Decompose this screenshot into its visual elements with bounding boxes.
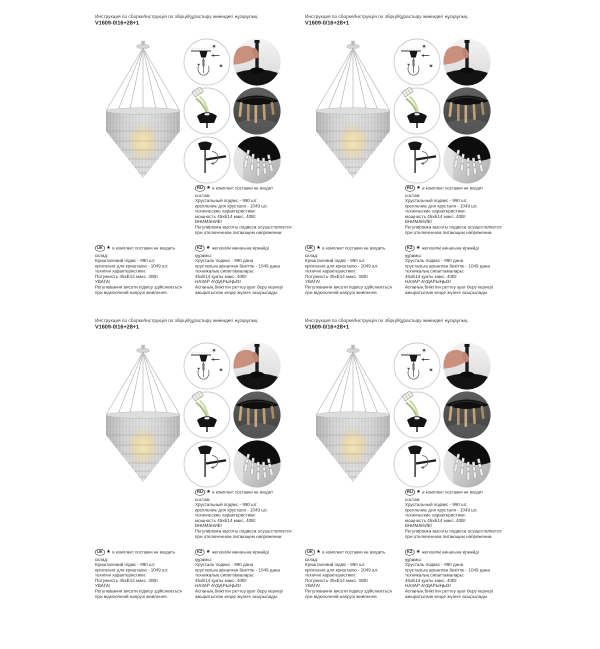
spec-line: состав:	[405, 496, 421, 502]
spec-line: кріплення для кришталю - 1049 шт.	[305, 567, 379, 573]
spec-line: крепление для хрусталя - 1049 шт.	[405, 507, 478, 513]
canopy-rod-rotation-diagram-icon	[393, 136, 441, 184]
spec-line: технічні характеристики:	[305, 268, 357, 274]
spec-line: техникалық сипаттамалары:	[195, 268, 255, 274]
page-title: Инструкция по сборке/Інструкція по збірці/Құрастыру жөніндегі нұсқаулық.	[95, 14, 259, 20]
spec-line: Аспаның биіктігін реттеу қуат беру кернеуі	[405, 588, 494, 594]
model-number: V1609-0/16+28+1	[95, 20, 140, 26]
kz-note: жеткізілім жинағына кірмейді	[421, 245, 479, 251]
spec-line: Кришталевий підвіс - 990 шт.	[95, 562, 156, 568]
manual-page	[305, 318, 515, 604]
suspension-cables	[106, 48, 180, 111]
model-number: V1609-0/16+28+1	[305, 20, 350, 26]
hanging-rod	[204, 150, 205, 173]
spec-line: Потужність 45хЕ14 макс. 40Вт	[95, 273, 159, 279]
spec-line: Кришталевий підвіс - 990 шт.	[305, 562, 366, 568]
crystal-strands-photo	[443, 136, 491, 184]
spec-line: Аспаның биіктігін реттеу қуат беру кернеуі	[405, 284, 494, 290]
ru-badge: RU	[197, 489, 203, 494]
ru-note: в комплект поставки не входит	[422, 489, 484, 495]
crystal-body	[316, 412, 390, 482]
spec-line: при отключенном питающем напряжении.	[195, 229, 283, 235]
screw-star-icon: ✶	[421, 348, 427, 355]
ru-badge: RU	[197, 185, 203, 190]
frame-hanging-rods-photo	[443, 87, 491, 135]
chandelier-illustration	[97, 344, 189, 486]
kz-note: жеткізілім жинағына кірмейді	[211, 549, 269, 555]
model-number: V1609-0/16+28+1	[305, 324, 350, 330]
screw-star-icon: ✶	[421, 44, 427, 51]
spec-line: Потужність 45хЕ14 макс. 40Вт	[305, 273, 369, 279]
screw-star-icon: ✶	[218, 64, 224, 70]
page-title: Инструкция по сборке/Інструкція по збірці/Құрастыру жөніндегі нұсқаулық.	[305, 14, 469, 20]
kz-section	[195, 549, 305, 649]
screw-star-icon: ✶	[428, 64, 434, 70]
spec-line: крепление для хрусталя - 1049 шт.	[195, 203, 268, 209]
spec-line: кріплення для кришталю - 1049 шт.	[95, 567, 169, 573]
spec-line: при відключеній напрузі живлення.	[305, 593, 378, 599]
kz-note: жеткізілім жинағына кірмейді	[211, 245, 269, 251]
spec-line: техникалық сипаттамалары:	[405, 268, 465, 274]
manual-page	[95, 318, 305, 604]
power-wires-canopy-diagram-icon	[183, 391, 231, 439]
power-wires-canopy-diagram-icon	[183, 87, 231, 135]
manual-header	[305, 14, 515, 38]
spec-line: при відключеній напрузі живлення.	[305, 289, 378, 295]
spec-line: Потужність 45хЕ14 макс. 40Вт	[305, 577, 369, 583]
star-icon: ★	[415, 245, 421, 251]
screw-star-icon: ✶	[218, 368, 224, 374]
spec-line: крепление для хрусталя - 1049 шт.	[195, 507, 268, 513]
spec-line: состав:	[405, 192, 421, 198]
chandelier-illustration	[307, 344, 399, 486]
lamp-glow	[124, 423, 162, 469]
ru-note: в комплект поставки не входит	[212, 185, 274, 191]
hand-inserting-rod-photo	[443, 342, 491, 390]
ru-note: в комплект поставки не входит	[212, 489, 274, 495]
manual-header	[95, 318, 305, 342]
spec-line: НАЗАР АУДАРЫҢЫЗ!	[195, 279, 241, 285]
canopy-ceiling-mounting-diagram-icon	[393, 38, 441, 86]
spec-line: состав:	[195, 496, 211, 502]
spec-line: Регулювання висоти підвісу здійснюється	[95, 284, 182, 290]
spec-line: ажыратылған кезде жүзеге асырылады.	[405, 593, 489, 599]
suspension-cables	[106, 352, 180, 415]
spec-line: ажыратылған кезде жүзеге асырылады.	[195, 289, 279, 295]
spec-line: при отключенном питающем напряжении.	[405, 533, 493, 539]
canopy	[198, 446, 212, 455]
spec-line: Аспаның биіктігін реттеу қуат беру кернеуі	[195, 588, 284, 594]
canopy-ceiling-mounting-diagram-icon	[183, 342, 231, 390]
spec-line: Регулировка высоты подвеса осуществляется	[405, 528, 502, 534]
lamp-glow	[334, 423, 372, 469]
spec-line: УВАГА!	[95, 583, 111, 589]
spec-line: Регулировка высоты подвеса осуществляется	[405, 224, 502, 230]
uk-badge: UK	[307, 549, 313, 554]
spec-line: құрамы:	[405, 556, 422, 562]
power-wires-canopy-diagram-icon	[393, 391, 441, 439]
kz-section	[405, 549, 515, 649]
spec-line: мощность 45хЕ14 макс. 40Вт	[195, 517, 256, 523]
spec-line: Регулювання висоти підвісу здійснюється	[305, 588, 392, 594]
kz-badge: KZ	[407, 245, 413, 250]
spec-line: 45хЕ14 қуаты макс. 40Вт	[405, 273, 457, 279]
spec-line: технические характеристики:	[195, 512, 256, 518]
spec-line: Хрустальный подвес - 990 шт.	[195, 198, 258, 204]
spec-line: 45хЕ14 қуаты макс. 40Вт	[195, 273, 247, 279]
spec-line: Хрустальный подвес - 990 шт.	[405, 502, 468, 508]
spec-line: при відключеній напрузі живлення.	[95, 593, 168, 599]
manual-page	[305, 14, 515, 300]
spec-line: кріплення для кришталю - 1049 шт.	[95, 263, 169, 269]
hanging-rod	[414, 150, 415, 173]
kz-badge: KZ	[197, 245, 203, 250]
power-wires-canopy-diagram-icon	[393, 87, 441, 135]
star-icon: ★	[316, 245, 321, 251]
spec-line: технические характеристики:	[405, 208, 466, 214]
spec-line: ВНИМАНИЕ!	[195, 219, 222, 225]
spec-line: крепление для хрусталя - 1049 шт.	[405, 203, 478, 209]
uk-badge: UK	[307, 245, 313, 250]
spec-line: 45хЕ14 қуаты макс. 40Вт	[405, 577, 457, 583]
spec-line: технические характеристики:	[405, 512, 466, 518]
canopy-ceiling-mounting-diagram-icon	[393, 342, 441, 390]
spec-line: при отключенном питающем напряжении.	[405, 229, 493, 235]
canopy-ceiling-mounting-diagram-icon	[183, 38, 231, 86]
spec-line: ВНИМАНИЕ!	[405, 523, 432, 529]
spec-line: Хрусталь подвес - 990 дана	[405, 258, 464, 264]
spec-line: склад:	[95, 556, 109, 562]
star-icon: ★	[206, 489, 211, 495]
crystal-strands-photo	[233, 440, 281, 488]
ru-badge: RU	[407, 185, 413, 190]
spec-line: Хрустальный подвес - 990 шт.	[405, 198, 468, 204]
spec-line: склад:	[305, 556, 319, 562]
spec-line: құрамы:	[195, 252, 212, 258]
spec-line: ВНИМАНИЕ!	[195, 523, 222, 529]
spec-line: хрустальға арналған бекітпе - 1049 дана	[195, 263, 280, 269]
page-title: Инструкция по сборке/Інструкція по збірці/Құрастыру жөніндегі нұсқаулық.	[305, 318, 469, 324]
spec-line: Кришталевий підвіс - 990 шт.	[305, 258, 366, 264]
spec-line: техникалық сипаттамалары:	[405, 572, 465, 578]
uk-note: в комплект поставки не входить	[322, 549, 386, 555]
spec-line: технічні характеристики:	[305, 572, 357, 578]
lamp-glow	[334, 119, 372, 165]
assembly-steps	[393, 342, 491, 488]
frame-hanging-rods-photo	[443, 391, 491, 439]
spec-line: Регулювання висоти підвісу здійснюється	[305, 284, 392, 290]
hand-inserting-rod-photo	[233, 38, 281, 86]
assembly-steps	[393, 38, 491, 184]
spec-line: ажыратылған кезде жүзеге асырылады.	[405, 289, 489, 295]
uk-note: в комплект поставки не входить	[112, 549, 176, 555]
hand-inserting-rod-photo	[443, 38, 491, 86]
crystal-body	[106, 108, 180, 178]
star-icon: ★	[416, 489, 421, 495]
hanging-rod	[414, 454, 415, 477]
star-icon: ★	[415, 549, 421, 555]
chandelier-illustration	[307, 40, 399, 182]
star-icon: ★	[316, 549, 321, 555]
uk-note: в комплект поставки не входить	[112, 245, 176, 251]
spec-line: ВНИМАНИЕ!	[405, 219, 432, 225]
crystal-strands-photo	[233, 136, 281, 184]
uk-note: в комплект поставки не входить	[322, 245, 386, 251]
chandelier-illustration	[97, 40, 189, 182]
star-icon: ★	[106, 549, 111, 555]
spec-line: Хрусталь подвес - 990 дана	[405, 562, 464, 568]
spec-line: технічні характеристики:	[95, 572, 147, 578]
spec-line: склад:	[305, 252, 319, 258]
canopy	[198, 142, 212, 151]
uk-section	[305, 549, 405, 649]
spec-line: хрустальға арналған бекітпе - 1049 дана	[405, 263, 490, 269]
hanging-rod	[204, 454, 205, 477]
spec-line: технические характеристики:	[195, 208, 256, 214]
hand-inserting-rod-photo	[233, 342, 281, 390]
spec-line: ажыратылған кезде жүзеге асырылады.	[195, 593, 279, 599]
spec-line: УВАГА!	[95, 279, 111, 285]
uk-section	[95, 549, 195, 649]
crystal-body	[316, 108, 390, 178]
star-icon: ★	[205, 245, 211, 251]
spec-line: Хрусталь подвес - 990 дана	[195, 258, 254, 264]
canopy	[408, 446, 422, 455]
manual-page	[95, 14, 305, 300]
uk-badge: UK	[97, 245, 103, 250]
ru-note: в комплект поставки не входит	[422, 185, 484, 191]
star-icon: ★	[205, 549, 211, 555]
spec-line: мощность 45хЕ14 макс. 40Вт	[195, 213, 256, 219]
spec-line: құрамы:	[195, 556, 212, 562]
kz-badge: KZ	[407, 549, 413, 554]
star-icon: ★	[206, 185, 211, 191]
spec-line: склад:	[95, 252, 109, 258]
spec-line: при відключеній напрузі живлення.	[95, 289, 168, 295]
spec-line: Кришталевий підвіс - 990 шт.	[95, 258, 156, 264]
spec-line: Хрустальный подвес - 990 шт.	[195, 502, 258, 508]
model-number: V1609-0/16+28+1	[95, 324, 140, 330]
canopy-rod-rotation-diagram-icon	[393, 440, 441, 488]
frame-hanging-rods-photo	[233, 391, 281, 439]
spec-line: Регулировка высоты подвеса осуществляется	[195, 528, 292, 534]
spec-line: Регулировка высоты подвеса осуществляется	[195, 224, 292, 230]
spec-line: 45хЕ14 қуаты макс. 40Вт	[195, 577, 247, 583]
crystal-strands-photo	[443, 440, 491, 488]
manual-header	[95, 14, 305, 38]
uk-badge: UK	[97, 549, 103, 554]
spec-line: Потужність 45хЕ14 макс. 40Вт	[95, 577, 159, 583]
screw-star-icon: ✶	[211, 44, 217, 51]
frame-hanging-rods-photo	[233, 87, 281, 135]
kz-badge: KZ	[197, 549, 203, 554]
assembly-steps	[183, 342, 281, 488]
spec-line: НАЗАР АУДАРЫҢЫЗ!	[405, 583, 451, 589]
canopy-rod-rotation-diagram-icon	[183, 440, 231, 488]
spec-line: хрустальға арналған бекітпе - 1049 дана	[405, 567, 490, 573]
spec-line: техникалық сипаттамалары:	[195, 572, 255, 578]
spec-line: Аспаның биіктігін реттеу қуат беру кернеуі	[195, 284, 284, 290]
screw-star-icon: ✶	[211, 348, 217, 355]
crystal-body	[106, 412, 180, 482]
spec-line: хрустальға арналған бекітпе - 1049 дана	[195, 567, 280, 573]
manual-header	[305, 318, 515, 342]
lamp-glow	[124, 119, 162, 165]
spec-line: мощность 45хЕ14 макс. 40Вт	[405, 213, 466, 219]
spec-line: состав:	[195, 192, 211, 198]
spec-line: УВАГА!	[305, 583, 321, 589]
spec-line: УВАГА!	[305, 279, 321, 285]
screw-star-icon: ✶	[428, 368, 434, 374]
spec-line: НАЗАР АУДАРЫҢЫЗ!	[405, 279, 451, 285]
assembly-steps	[183, 38, 281, 184]
star-icon: ★	[106, 245, 111, 251]
star-icon: ★	[416, 185, 421, 191]
page-title: Инструкция по сборке/Інструкція по збірці/Құрастыру жөніндегі нұсқаулық.	[95, 318, 259, 324]
spec-line: құрамы:	[405, 252, 422, 258]
suspension-cables	[316, 352, 390, 415]
spec-line: Регулювання висоти підвісу здійснюється	[95, 588, 182, 594]
spec-line: при отключенном питающем напряжении.	[195, 533, 283, 539]
ru-badge: RU	[407, 489, 413, 494]
kz-note: жеткізілім жинағына кірмейді	[421, 549, 479, 555]
spec-line: технічні характеристики:	[95, 268, 147, 274]
spec-line: Хрусталь подвес - 990 дана	[195, 562, 254, 568]
spec-line: мощность 45хЕ14 макс. 40Вт	[405, 517, 466, 523]
suspension-cables	[316, 48, 390, 111]
canopy-rod-rotation-diagram-icon	[183, 136, 231, 184]
spec-line: кріплення для кришталю - 1049 шт.	[305, 263, 379, 269]
spec-line: НАЗАР АУДАРЫҢЫЗ!	[195, 583, 241, 589]
canopy	[408, 142, 422, 151]
